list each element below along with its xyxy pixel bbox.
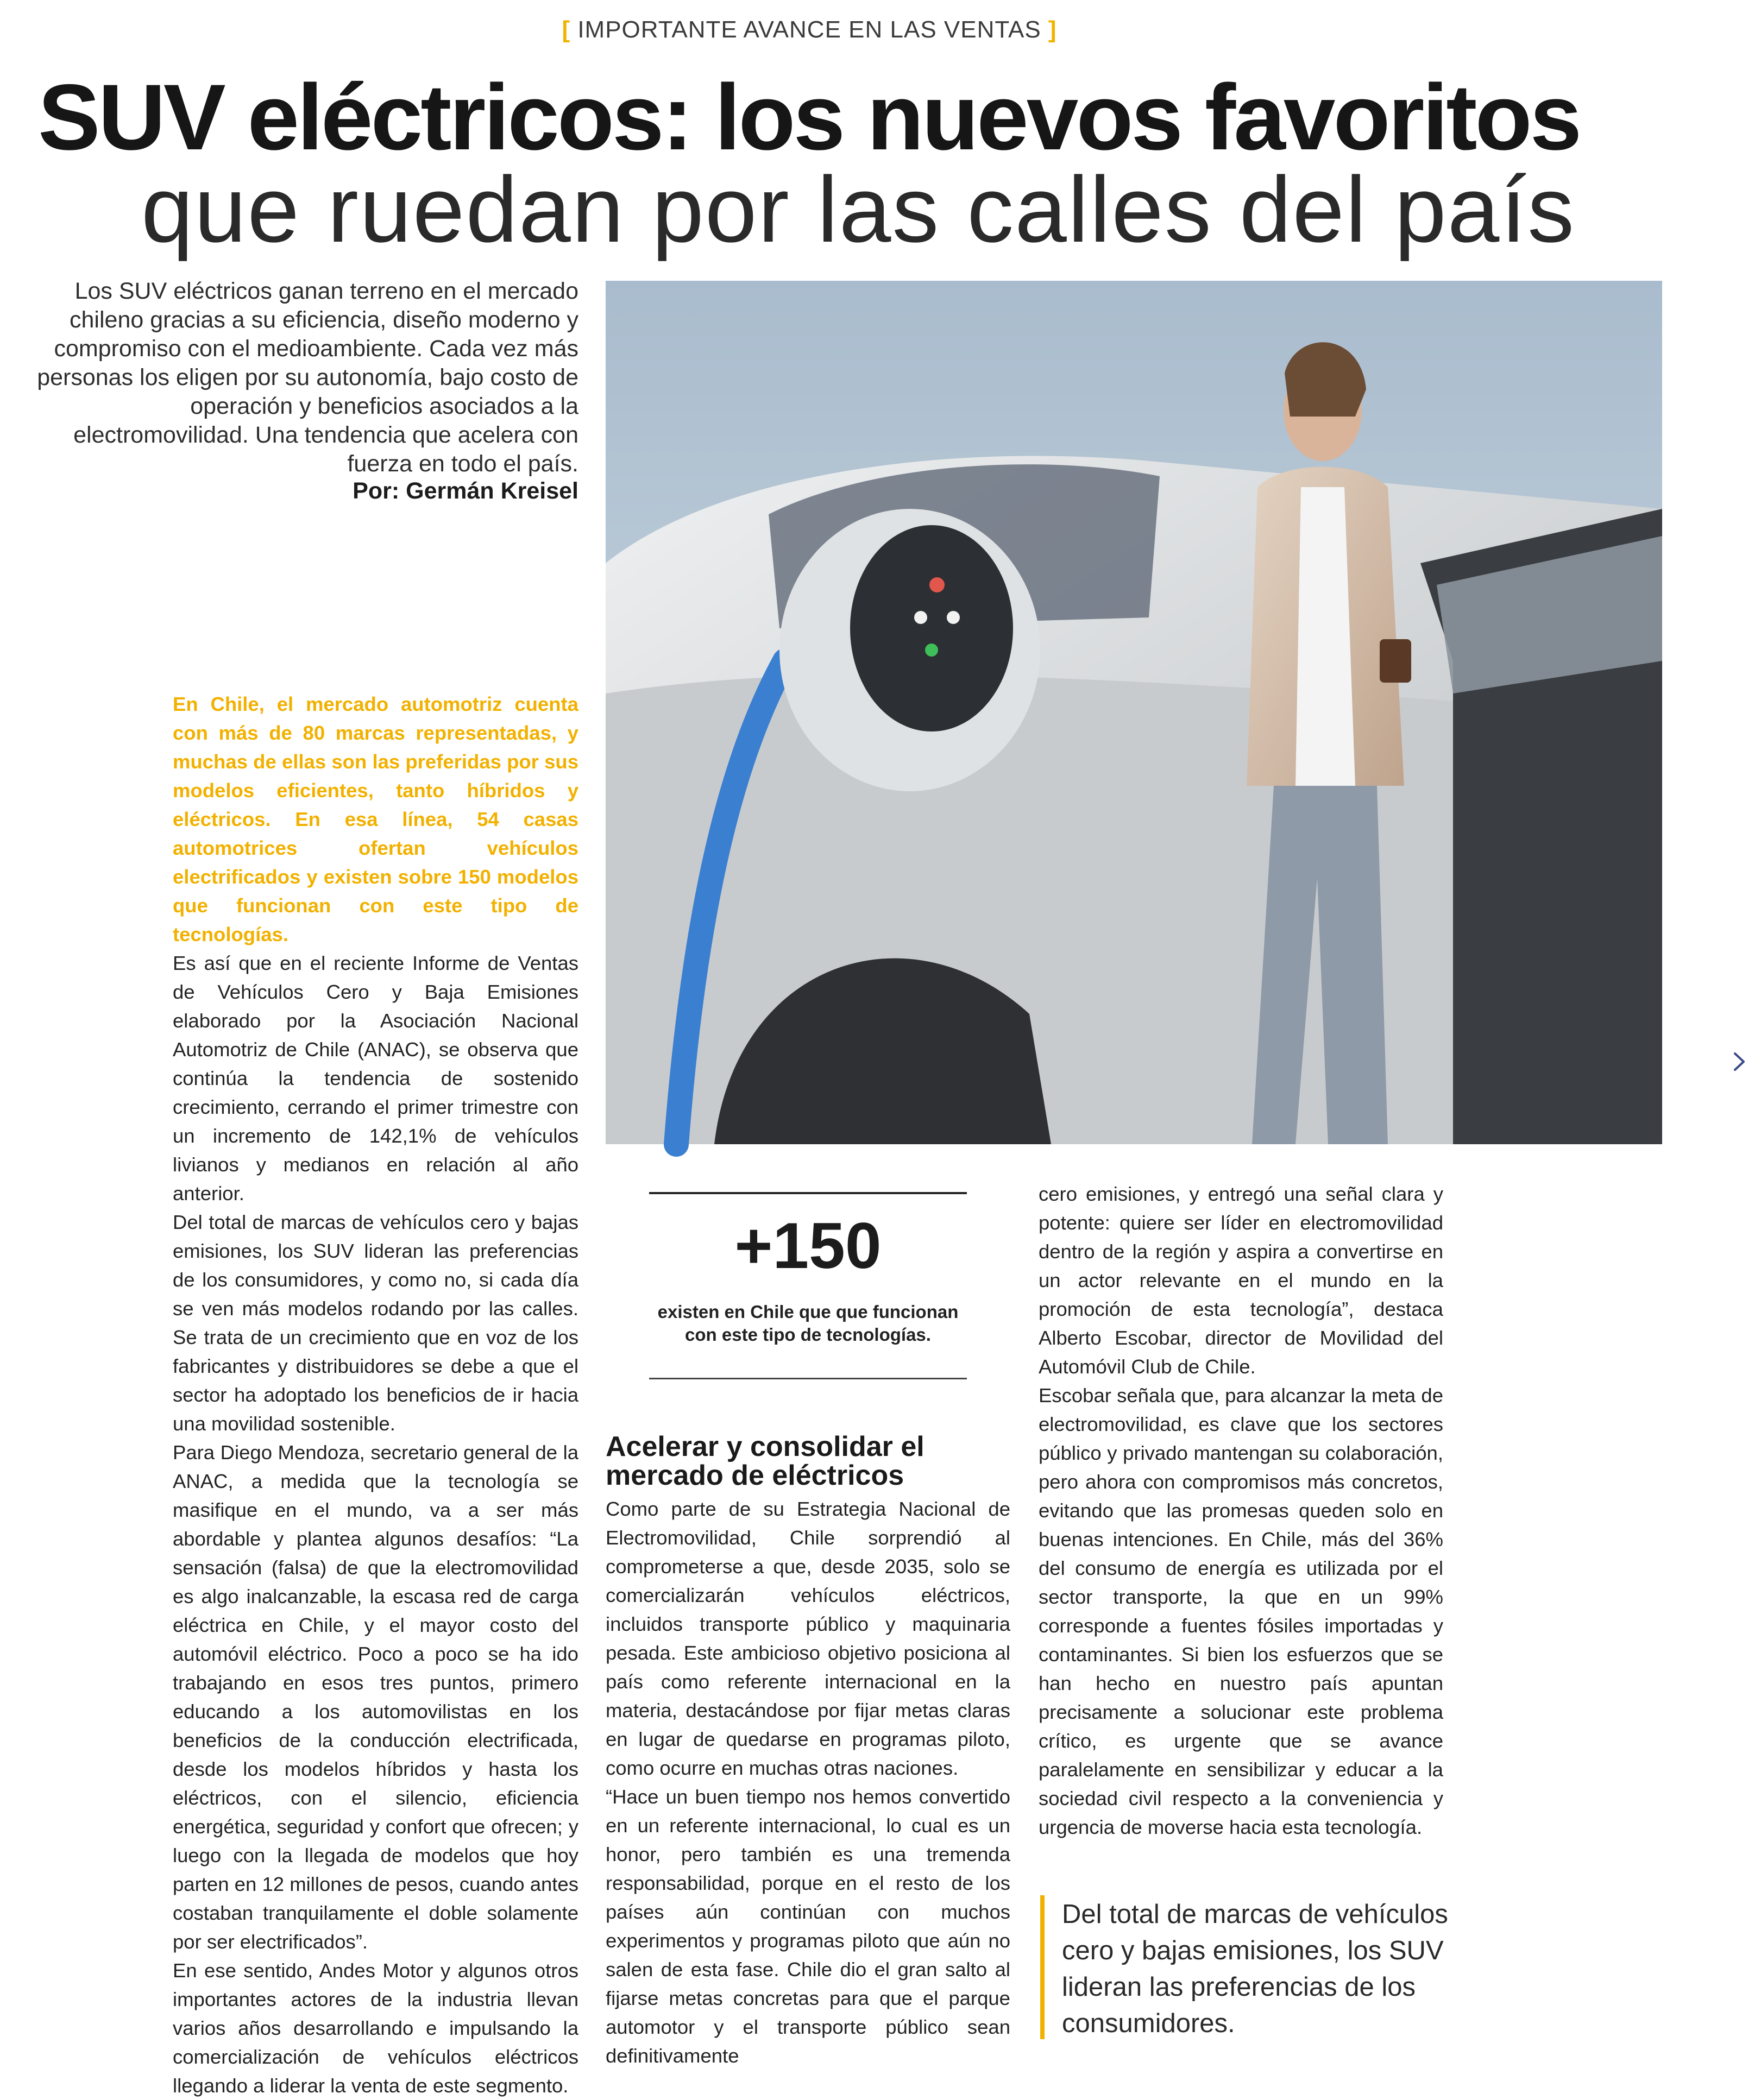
stat-rule-bottom (649, 1378, 967, 1379)
headline-line-1: SUV eléctricos: los nuevos favoritos (38, 65, 1580, 169)
highlight-paragraph: En Chile, el mercado automotriz cuenta con más de 80 marcas representadas, y muchas de ellas son las preferidas por sus modelos eficientes, tanto híbridos y eléctricos. En esa línea, 54 casas automotrices ofertan vehículos electrificados y existen sobre 150 modelos que funcionan con este tipo de tecnologías. (173, 693, 578, 945)
body-paragraph: En ese sentido, Andes Motor y algunos otros importantes actores de la industria llevan varios años desarrollando e impulsando la comercialización de vehículos eléctricos llegando a liderar la venta de este segmento. (173, 1959, 578, 2097)
byline: Por: Germán Kreisel (353, 478, 578, 504)
headline-line-2: que ruedan por las calles del país (141, 157, 1576, 262)
article-column-2 (606, 1494, 1010, 2070)
body-paragraph: “Hace un buen tiempo nos hemos convertido en un referente internacional, lo cual es un honor, pero también es una tremenda responsabilidad, porque en el resto de los países aún continúan con muchos experimentos y programas piloto que aún no salen de esta fase. Chile dio el gran salto al fijarse metas concretas para que el parque automotor y el transporte público sean definitivamente (606, 1786, 1010, 2067)
pullquote: Del total de marcas de vehículos cero y bajas emisiones, los SUV lideran las preferencias de los consumidores. (1062, 1900, 1448, 2038)
stat-caption: existen en Chile que que funcionan con este tipo de tecnologías. (657, 1302, 959, 1345)
article-photo (606, 281, 1662, 1144)
pullquote-accent-bar (1040, 1895, 1045, 2039)
chevron-right-icon[interactable] (1725, 1048, 1752, 1075)
section-heading: Acelerar y consolidar el mercado de eléctricos (606, 1431, 924, 1491)
kicker-text: IMPORTANTE AVANCE EN LAS VENTAS (577, 16, 1041, 43)
body-paragraph: Para Diego Mendoza, secretario general de la ANAC, a medida que la tecnología se masifique en el mundo, va a ser más abordable y plantea algunos desafíos: “La sensación (falsa) de que la electromovilidad es algo inalcanzable, la escasa red de carga eléctrica en Chile, y el mayor costo del automóvil eléctrico. Poco a poco se ha ido trabajando en esos tres puntos, primero educando a los automovilistas en los beneficios de la conducción electrificada, desde los modelos híbridos y hasta los eléctricos, con el silencio, eficiencia energética, seguridad y confort que ofrecen; y luego con la llegada de modelos que hoy parten en 12 millones de pesos, cuando antes costaban tranquilamente el doble solamente por ser electrificados”. (173, 1441, 578, 1953)
body-paragraph: Es así que en el reciente Informe de Ventas de Vehículos Cero y Baja Emisiones elaborado por la Asociación Nacional Automotriz de Chile (ANAC), se observa que continúa la tendencia de sostenido crecimiento, cerrando el primer trimestre con un incremento de 142,1% de vehículos livianos y medianos en relación al año anterior. (173, 952, 578, 1204)
body-paragraph: cero emisiones, y entregó una señal clara y potente: quiere ser líder en electromovilidad dentro de la región y aspira a convertirse en un actor relevante en el mundo en la promoción de esta tecnología”, destaca Alberto Escobar, director de Movilidad del Automóvil Club de Chile. (1039, 1183, 1443, 1378)
body-paragraph: Escobar señala que, para alcanzar la meta de electromovilidad, es clave que los sectores público y privado mantengan su colaboración, pero ahora con compromisos más concretos, evitando que las promesas queden solo en buenas intenciones. En Chile, más del 36% del consumo de energía es utilizada por el sector transporte, la que en un 99% corresponde a fuentes fósiles importadas y contaminantes. Si bien los esfuerzos que se han hecho en nuestro país apuntan precisamente a solucionar este problema crítico, es urgente que se avance paralelamente en sensibilizar y educar a la sociedad civil respecto a la conveniencia y urgencia de moverse hacia esta tecnología. (1039, 1384, 1443, 1838)
stat-rule-top (649, 1192, 967, 1194)
stat-number: +150 (734, 1209, 882, 1282)
kicker-open-bracket: [ (562, 16, 571, 43)
lead-paragraph: Los SUV eléctricos ganan terreno en el mercado chileno gracias a su eficiencia, diseño moderno y compromiso con el medioambiente. Cada vez más personas los eligen por su autonomía, bajo costo de operación y beneficios asociados a la electromovilidad. Una tendencia que acelera con fuerza en todo el país. (37, 278, 578, 477)
kicker-close-bracket: ] (1048, 16, 1057, 43)
article-column-3 (1039, 1180, 1443, 1842)
body-paragraph: Del total de marcas de vehículos cero y bajas emisiones, los SUV lideran las preferencias de los consumidores, y como no, si cada día se ven más modelos rodando por las calles. Se trata de un crecimiento que en voz de los fabricantes y distribuidores se debe a que el sector ha adoptado los beneficios de ir hacia una movilidad sostenible. (173, 1211, 578, 1435)
article-column-1 (173, 690, 578, 2100)
section-kicker (0, 16, 1619, 43)
body-paragraph: Como parte de su Estrategia Nacional de Electromovilidad, Chile sorprendió al comprometerse a que, desde 2035, solo se comercializarán vehículos eléctricos, incluidos transporte público y maquinaria pesada. Este ambicioso objetivo posiciona al país como referente internacional en la materia, destacándose por fijar metas claras en lugar de quedarse en programas piloto, como ocurre en muchas otras naciones. (606, 1498, 1010, 1779)
